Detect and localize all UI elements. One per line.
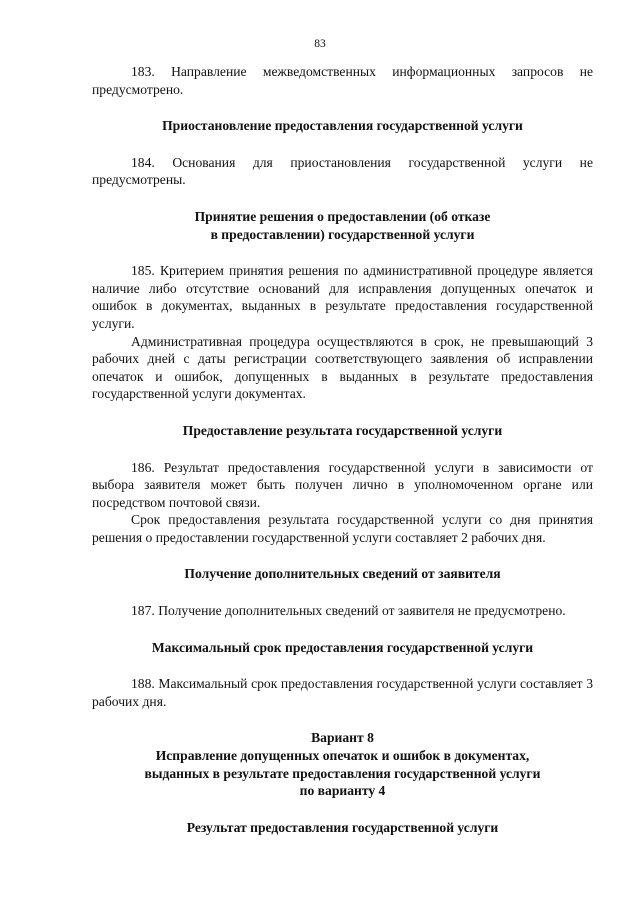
paragraph-185-procedure: Административная процедура осуществляются в срок, не превышающий 3 рабочих дней с даты регистрации соответствующего заявления об исправлении опечаток и ошибок, допущенных в выданных в результате предоставления государственной услуги документах. xyxy=(92,333,593,402)
paragraph-186: 186. Результат предоставления государственной услуги в зависимости от выбора заявителя может быть получен лично в уполномоченном органе или посредством почтовой связи. xyxy=(92,459,593,510)
heading-variant-8 xyxy=(92,729,593,799)
paragraph-188: 188. Максимальный срок предоставления государственной услуги составляет 3 рабочих дня. xyxy=(92,676,593,709)
paragraph-183: 183. Направление межведомственных информационных запросов не предусмотрено. xyxy=(92,64,593,97)
heading-suspension: Приостановление предоставления государственной услуги xyxy=(162,118,523,134)
heading-variant-line4: по варианту 4 xyxy=(299,783,386,799)
heading-max-term: Максимальный срок предоставления государственной услуги xyxy=(151,639,534,655)
paragraph-185: 185. Критерием принятия решения по административной процедуре является наличие либо отсутствие оснований для исправления допущенных опечаток и ошибок в документах, выданных в результате предоставления государственной услуги. xyxy=(92,263,593,331)
paragraph-184: 184. Основания для приостановления государственной услуги не предусмотрены. xyxy=(92,154,593,188)
heading-variant-line1: Вариант 8 xyxy=(311,730,374,746)
heading-variant-line3: выданных в результате предоставления государственной услуги xyxy=(144,765,541,781)
heading-result: Результат предоставления государственной услуги xyxy=(186,819,499,835)
document-body xyxy=(92,63,593,836)
heading-decision-line1: Принятие решения о предоставлении (об отказе xyxy=(194,208,491,224)
paragraph-187: 187. Получение дополнительных сведений от заявителя не предусмотрено. xyxy=(131,603,566,619)
heading-variant-line2: Исправление допущенных опечаток и ошибок в документах, xyxy=(155,748,530,764)
heading-result-delivery: Предоставление результата государственной услуги xyxy=(182,422,503,438)
heading-additional-info: Получение дополнительных сведений от заявителя xyxy=(184,566,501,582)
heading-decision xyxy=(92,208,593,243)
paragraph-186-term: Срок предоставления результата государственной услуги со дня принятия решения о предоставлении государственной услуги составляет 2 рабочих дня. xyxy=(92,512,593,545)
heading-decision-line2: в предоставлении) государственной услуги xyxy=(210,226,475,242)
page-number: 83 xyxy=(314,38,326,50)
